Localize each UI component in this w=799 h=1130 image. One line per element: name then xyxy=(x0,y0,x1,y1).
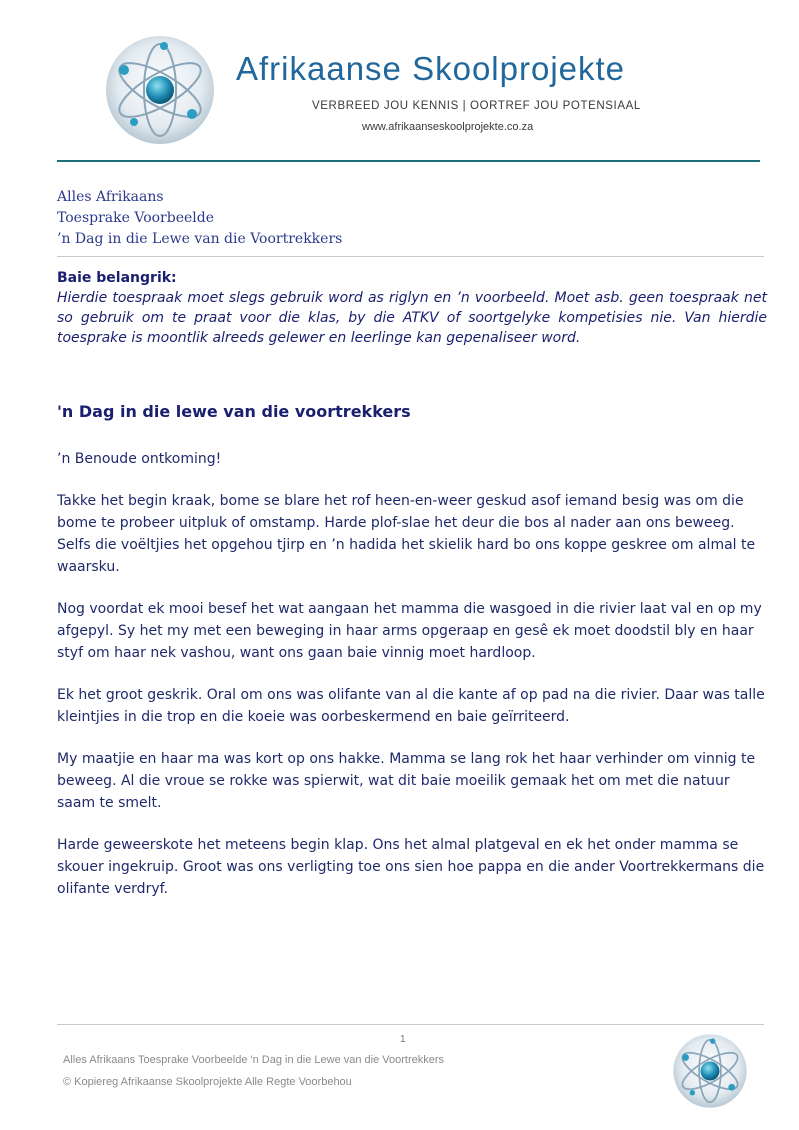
article-paragraph: My maatjie en haar ma was kort op ons hakke. Mamma se lang rok het haar verhinder om vinnig te beweeg. Al die vroue se rokke was spierwit, wat dit baie moeilik gemaak het om met die natuur saam te smelt. xyxy=(57,751,756,811)
brand-tagline: VERBREED JOU KENNIS | OORTREF JOU POTENSIAAL xyxy=(312,100,641,112)
breadcrumb-divider xyxy=(57,256,764,257)
notice-body: Hierdie toespraak moet slegs gebruik word as riglyn en ’n voorbeeld. Moet asb. geen toespraak net so gebruik om te praat voor die klas, by die ATKV of soortgelyke kompetisies nie. Van hierdie toesprake is moontlik alreeds gelewer en leerlinge kan gepenaliseer word. xyxy=(57,290,767,346)
footer-document-title: Alles Afrikaans Toesprake Voorbeelde 'n Dag in die Lewe van die Voortrekkers xyxy=(63,1054,445,1066)
article-paragraph: ’n Benoude ontkoming! xyxy=(57,451,222,467)
article-paragraph: Nog voordat ek mooi besef het wat aangaan het mamma die wasgoed in die rivier laat val en op my afgepyl. Sy het my met een beweging in haar arms opgeraap en gesê ek moet doodstil bly en haar styf om haar nek vashou, want ons gaan baie vinnig moet hardloop. xyxy=(57,601,762,661)
article-title: 'n Dag in die lewe van die voortrekkers xyxy=(57,402,411,421)
atom-globe-icon xyxy=(104,34,216,146)
article-paragraph: Ek het groot geskrik. Oral om ons was olifante van al die kante af op pad na die rivier. Daar was talle kleintjies in die trop en die koeie was oorbeskermend en baie geïrriteerd. xyxy=(57,687,765,725)
breadcrumb xyxy=(57,187,342,250)
article-paragraph: Harde geweerskote het meteens begin klap. Ons het almal platgeval en ek het onder mamma se skouer ingekruip. Groot was ons verligting toe ons sien hoe pappa en die ander Voortrekkermans die olifante verdryf. xyxy=(57,837,765,897)
document-header xyxy=(0,0,799,170)
website-link[interactable]: www.afrikaanseskoolprojekte.co.za xyxy=(362,121,534,133)
speech-article xyxy=(57,402,767,920)
breadcrumb-page: ’n Dag in die Lewe van die Voortrekkers xyxy=(57,231,343,247)
footer-atom-globe-icon xyxy=(672,1033,748,1109)
page-number: 1 xyxy=(400,1034,406,1045)
article-paragraph: Takke het begin kraak, bome se blare het rof heen-en-weer geskud asof iemand besig was om die bome te probeer uitpluk of omstamp. Harde plof-slae het deur die bos al nader aan ons beweeg. Selfs die voëltjies het opgehou tjirp en ’n hadida het skielik hard bo ons koppe geskree om almal te waarsku. xyxy=(57,493,756,575)
important-notice xyxy=(57,270,767,348)
footer-copyright: © Kopiereg Afrikaanse Skoolprojekte Alle Regte Voorbehou xyxy=(63,1076,352,1088)
notice-heading: Baie belangrik: xyxy=(57,270,177,286)
header-divider xyxy=(57,160,760,162)
footer-divider xyxy=(57,1024,764,1025)
breadcrumb-subcategory: Toesprake Voorbeelde xyxy=(57,210,215,226)
breadcrumb-category: Alles Afrikaans xyxy=(57,189,164,205)
brand-title: Afrikaanse Skoolprojekte xyxy=(236,50,626,87)
